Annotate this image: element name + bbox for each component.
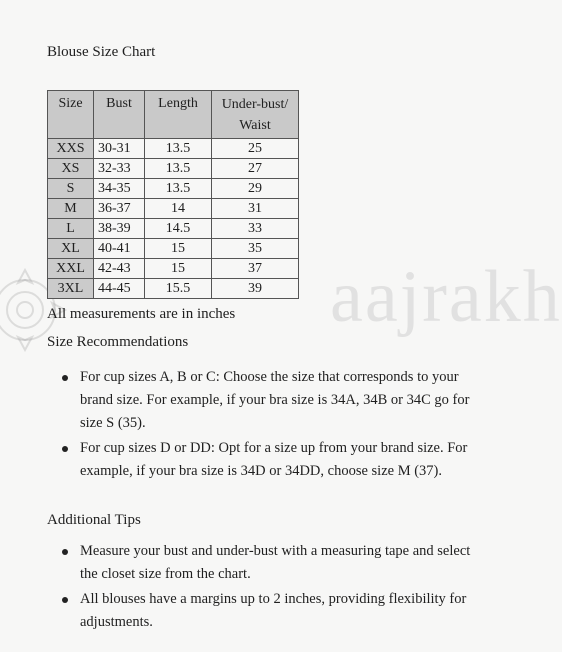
size-chart-table — [47, 90, 299, 299]
cell-size: XXL — [48, 259, 94, 279]
cell-size: XXS — [48, 139, 94, 159]
recommendations-list — [47, 366, 487, 485]
header-underbust-waist — [212, 91, 299, 139]
cell-length: 14 — [145, 199, 212, 219]
bullet-icon — [62, 549, 68, 555]
table-row — [48, 259, 299, 279]
list-item — [47, 437, 487, 483]
cell-size: M — [48, 199, 94, 219]
list-item-text: All blouses have a margins up to 2 inches, providing flexibility for adjustments. — [80, 591, 467, 630]
table-header-row — [48, 91, 299, 139]
watermark-text: aajrakh — [330, 256, 562, 338]
table-row — [48, 239, 299, 259]
table-row — [48, 179, 299, 199]
cell-bust: 30-31 — [94, 139, 145, 159]
table-row — [48, 139, 299, 159]
table-row — [48, 219, 299, 239]
cell-bust: 36-37 — [94, 199, 145, 219]
list-item-text: For cup sizes A, B or C: Choose the size that corresponds to your brand size. For example, if your bra size is 34A, 34B or 34C go for size S (35). — [80, 369, 470, 431]
cell-underbust: 27 — [212, 159, 299, 179]
cell-length: 14.5 — [145, 219, 212, 239]
cell-length: 15.5 — [145, 279, 212, 299]
size-recommendations-heading: Size Recommendations — [47, 334, 189, 350]
cell-length: 13.5 — [145, 179, 212, 199]
table-row — [48, 199, 299, 219]
cell-length: 13.5 — [145, 139, 212, 159]
cell-size: S — [48, 179, 94, 199]
bullet-icon — [62, 375, 68, 381]
bullet-icon — [62, 597, 68, 603]
list-item-text: For cup sizes D or DD: Opt for a size up from your brand size. For example, if your bra size is 34D or 34DD, choose size M (37). — [80, 440, 468, 479]
cell-underbust: 31 — [212, 199, 299, 219]
measurement-note: All measurements are in inches — [47, 306, 236, 322]
cell-size: L — [48, 219, 94, 239]
header-underbust-text: Under-bust/ Waist — [221, 97, 289, 133]
cell-underbust: 39 — [212, 279, 299, 299]
bullet-icon — [62, 446, 68, 452]
header-bust: Bust — [94, 91, 145, 139]
cell-bust: 32-33 — [94, 159, 145, 179]
cell-underbust: 25 — [212, 139, 299, 159]
cell-length: 13.5 — [145, 159, 212, 179]
page-title: Blouse Size Chart — [47, 44, 156, 60]
cell-bust: 38-39 — [94, 219, 145, 239]
header-size: Size — [48, 91, 94, 139]
cell-underbust: 29 — [212, 179, 299, 199]
tips-list — [47, 540, 487, 636]
additional-tips-heading: Additional Tips — [47, 512, 141, 528]
cell-bust: 40-41 — [94, 239, 145, 259]
cell-underbust: 37 — [212, 259, 299, 279]
table-row — [48, 159, 299, 179]
cell-size: 3XL — [48, 279, 94, 299]
cell-bust: 44-45 — [94, 279, 145, 299]
cell-underbust: 35 — [212, 239, 299, 259]
cell-size: XL — [48, 239, 94, 259]
list-item — [47, 540, 487, 586]
table-row — [48, 279, 299, 299]
cell-length: 15 — [145, 239, 212, 259]
cell-length: 15 — [145, 259, 212, 279]
list-item — [47, 588, 487, 634]
cell-bust: 42-43 — [94, 259, 145, 279]
list-item — [47, 366, 487, 435]
header-length: Length — [145, 91, 212, 139]
cell-bust: 34-35 — [94, 179, 145, 199]
list-item-text: Measure your bust and under-bust with a measuring tape and select the closet size from the chart. — [80, 543, 471, 582]
cell-underbust: 33 — [212, 219, 299, 239]
cell-size: XS — [48, 159, 94, 179]
